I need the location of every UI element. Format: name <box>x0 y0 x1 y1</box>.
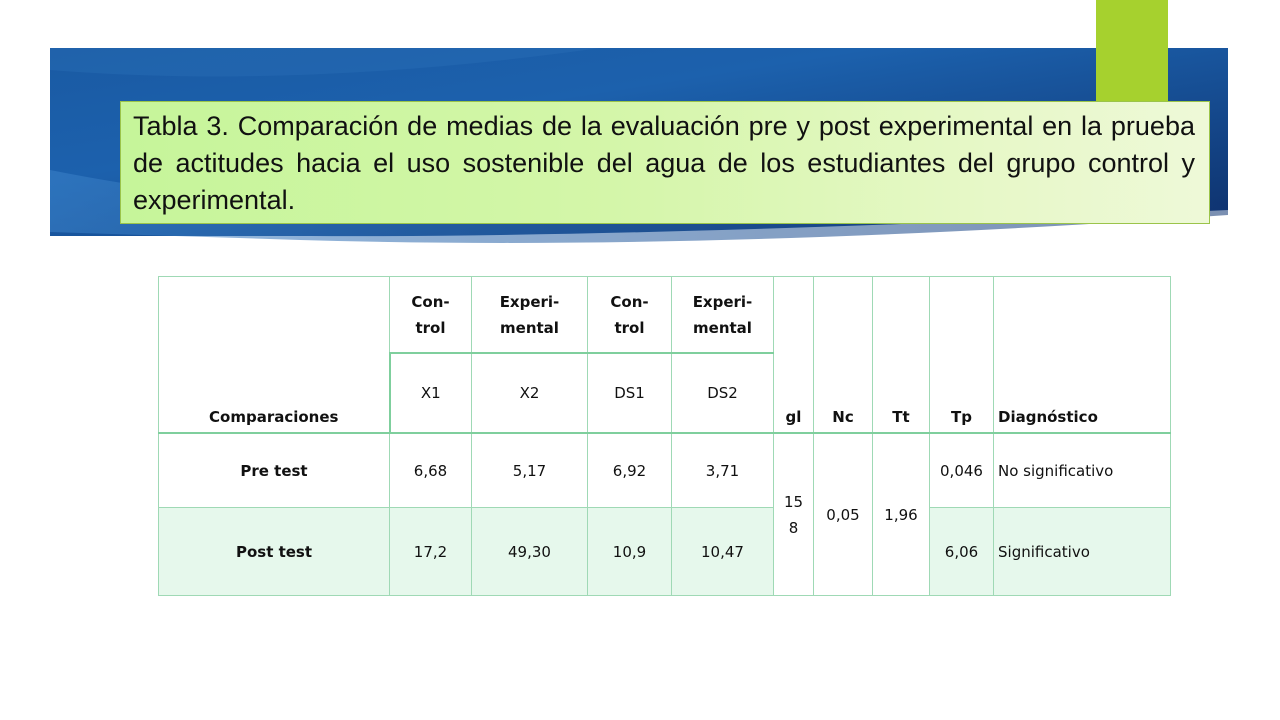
cell-x2: 5,17 <box>472 433 588 508</box>
page-title: Tabla 3. Comparación de medias de la evaluación pre y post experimental en la prueba de actitudes hacia el uso sostenible del agua de los estudiantes del grupo control y experimental. <box>133 111 1195 215</box>
header-group-experimental-1 <box>472 277 588 354</box>
cell-tp: 6,06 <box>930 508 994 596</box>
header-group-label: Experi- mental <box>692 292 753 337</box>
header-group-label: Experi- mental <box>499 292 560 337</box>
row-label: Pre test <box>159 433 390 508</box>
cell-x1: 17,2 <box>390 508 472 596</box>
cell-gl <box>774 433 814 596</box>
header-diagnostico: Diagnóstico <box>994 277 1171 434</box>
cell-tt: 1,96 <box>873 433 930 596</box>
header-comparaciones: Comparaciones <box>159 277 390 434</box>
table-row <box>159 433 1171 508</box>
header-x2: X2 <box>472 353 588 433</box>
header-group-control-2 <box>588 277 672 354</box>
cell-ds2: 10,47 <box>672 508 774 596</box>
header-ds1: DS1 <box>588 353 672 433</box>
header-gl: gl <box>774 277 814 434</box>
title-box <box>120 101 1210 224</box>
accent-tab <box>1096 0 1168 110</box>
cell-ds1: 10,9 <box>588 508 672 596</box>
cell-diagnostico: Significativo <box>994 508 1171 596</box>
cell-x1: 6,68 <box>390 433 472 508</box>
table-header-row <box>159 277 1171 354</box>
header-group-experimental-2 <box>672 277 774 354</box>
cell-ds1: 6,92 <box>588 433 672 508</box>
cell-tp: 0,046 <box>930 433 994 508</box>
row-label: Post test <box>159 508 390 596</box>
header-tt: Tt <box>873 277 930 434</box>
cell-nc: 0,05 <box>814 433 873 596</box>
header-group-label: Con- trol <box>411 292 450 337</box>
header-group-control-1 <box>390 277 472 354</box>
header-ds2: DS2 <box>672 353 774 433</box>
cell-x2: 49,30 <box>472 508 588 596</box>
header-group-label: Con- trol <box>610 292 649 337</box>
header-x1: X1 <box>390 353 472 433</box>
comparison-table <box>158 276 1171 596</box>
header-tp: Tp <box>930 277 994 434</box>
cell-ds2: 3,71 <box>672 433 774 508</box>
gl-value: 15 8 <box>783 492 804 537</box>
header-nc: Nc <box>814 277 873 434</box>
cell-diagnostico: No significativo <box>994 433 1171 508</box>
table-row <box>159 508 1171 596</box>
